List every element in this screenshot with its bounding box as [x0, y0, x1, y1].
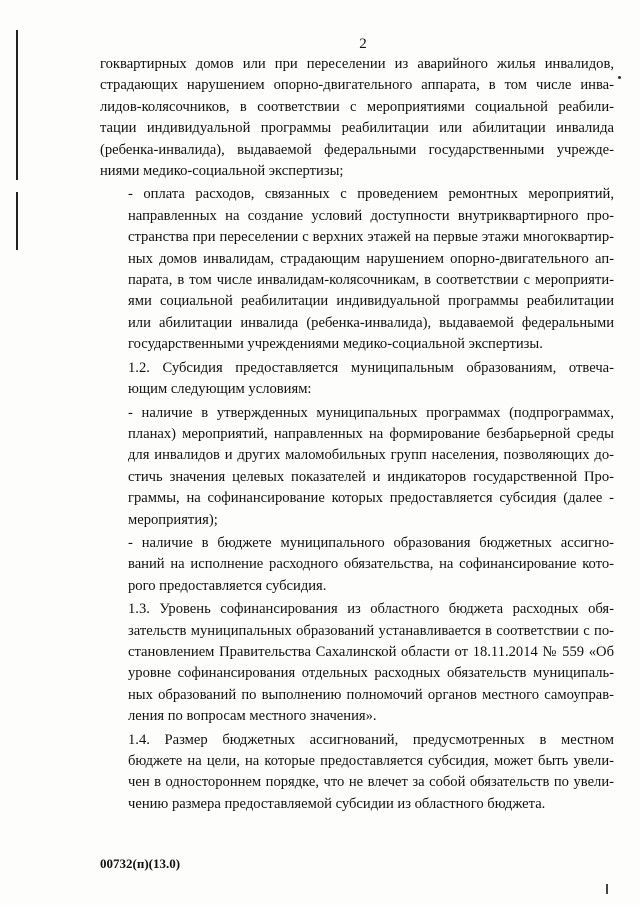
text-line: ющим следующим условиям:	[128, 381, 312, 398]
text-line: направленных на создание условий доступности внутриквартирного про-	[128, 207, 614, 224]
text-line: ниями медико-социальной экспертизы;	[100, 163, 344, 180]
text-line: становлением Правительства Сахалинской области от 18.11.2014 № 559 «Об	[128, 643, 614, 660]
paragraph-1	[100, 54, 614, 182]
text-line: 1.4. Размер бюджетных ассигнований, предусмотренных в местном	[128, 731, 614, 748]
document-code: 00732(п)(13.0)	[100, 856, 181, 871]
text-line: парата, в том числе инвалидам-колясочникам, в соответствии с мероприяти-	[128, 272, 614, 289]
text-line: рого предоставляется субсидия.	[128, 577, 327, 594]
text-line: планах) мероприятий, направленных на формирование безбарьерной среды	[128, 425, 614, 442]
paragraph-3	[100, 358, 614, 401]
text-line: 1.3. Уровень софинансирования из областного бюджета расходных обя-	[128, 601, 614, 618]
paragraph-2	[100, 184, 614, 355]
text-line: 1.2. Субсидия предоставляется муниципальным образованиям, отвеча-	[128, 359, 614, 376]
page-number: 2	[359, 36, 367, 52]
text-line: уровне софинансирования отдельных расходных обязательств муниципаль-	[128, 665, 614, 682]
paragraph-7	[100, 730, 614, 816]
text-line: ями социальной реабилитации индивидуальной программы реабилитации	[128, 293, 614, 310]
text-line: (ребенка-инвалида), выдаваемой федеральными государственными учрежде-	[100, 141, 614, 158]
text-line: тации индивидуальной программы реабилитации или абилитации инвалида	[100, 120, 614, 137]
text-line: бюджете на цели, на которые предоставляется субсидия, может быть увели-	[128, 753, 614, 769]
text-line: зательств муниципальных образований устанавливается в соответствии с по-	[128, 622, 614, 639]
paragraph-5	[100, 533, 614, 597]
text-line: чению размера предоставляемой субсидии из областного бюджета.	[128, 795, 546, 812]
margin-scan-mark-lower	[16, 192, 18, 250]
text-line: ваний на исполнение расходного обязательства, на софинансирование кото-	[128, 556, 614, 573]
paragraph-6	[100, 599, 614, 727]
text-line: ления по вопросам местного значения».	[128, 708, 377, 725]
text-line: мероприятия);	[128, 511, 218, 528]
text-line: для инвалидов и других маломобильных групп населения, позволяющих до-	[128, 447, 614, 464]
text-line: стичь значения целевых показателей и индикаторов государственной Про-	[128, 468, 614, 485]
text-line: лидов-колясочников, в соответствии с мероприятиями социальной реабили-	[100, 98, 614, 115]
text-line: страдающих нарушением опорно-двигательного аппарата, в том числе инва-	[100, 77, 614, 94]
text-line: государственными учреждениями медико-социальной экспертизы.	[128, 336, 543, 353]
text-line: - оплата расходов, связанных с проведением ремонтных мероприятий,	[128, 186, 614, 203]
paragraph-4	[100, 403, 614, 531]
text-line: граммы, на софинансирование которых предоставляется субсидия (далее -	[128, 490, 614, 507]
text-line: - наличие в утвержденных муниципальных программах (подпрограммах,	[128, 404, 614, 421]
text-line: или абилитации инвалида (ребенка-инвалида), выдаваемой федеральными	[128, 314, 614, 331]
scan-dot-mark	[618, 76, 621, 79]
corner-scan-mark	[606, 884, 608, 894]
document-body	[100, 54, 614, 815]
text-line: гоквартирных домов или при переселении из аварийного жилья инвалидов,	[100, 56, 614, 72]
text-line: - наличие в бюджете муниципального образования бюджетных ассигно-	[128, 534, 614, 551]
text-line: чен в одностороннем порядке, что не влечет за собой обязательств по увели-	[128, 774, 614, 791]
text-line: ных домов инвалидам, страдающим нарушением опорно-двигательного ап-	[128, 250, 614, 267]
text-line: ных образований по выполнению полномочий органов местного самоуправ-	[128, 686, 614, 703]
text-line: странства при переселении с верхних этажей на первые этажи многоквартир-	[128, 229, 614, 246]
